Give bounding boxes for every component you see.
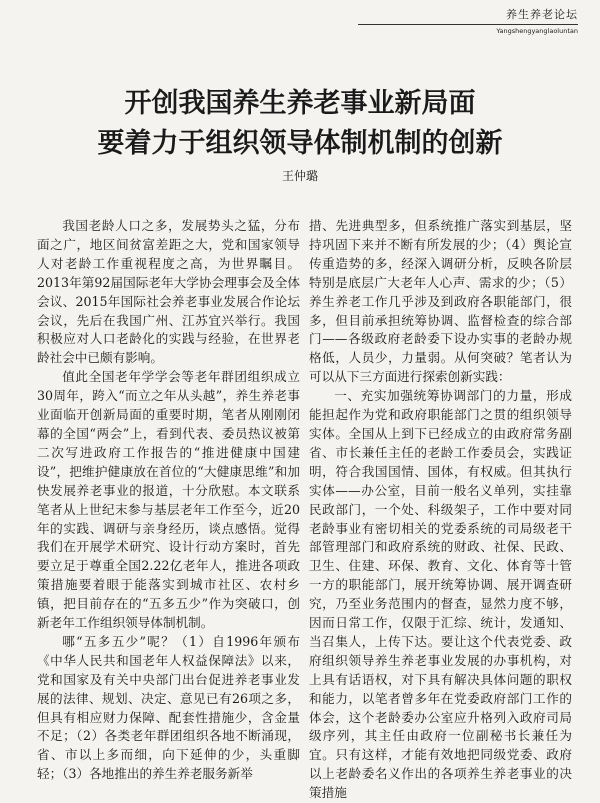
section-name-pinyin: Yangshengyanglaoluntan [496, 27, 578, 35]
body-paragraph: 一、充实加强统筹协调部门的力量，形成能担起作为党和政府职能部门之贯的组织领导实体。全国从上到下已经成立的由政府常务副省、市长兼任主任的老龄工作委员会，实践证明，符合我国国情、国体，有权威。但其执行实体——办公室，目前一般名义单列，实挂靠民政部门，一个处、科级架子，工作中要对同老龄事业有密切相关的党委系统的司局级老干部管理部门和政府系统的财政、社保、民政、卫生、住建、环保、教育、文化、体育等十管一方的职能部门，展开统筹协调、展开调查研究，乃至业务范围内的督查，显然力度不够，因而日常工作，仅限于汇综、统计，发通知、当召集人，上传下达。要让这个代表党委、政府组织领导养生养老事业发展的办事机构，对上具有话语权，对下具有解决具体问题的职权和能力，以笔者曾多年在党委政府部门工作的体会，这个老龄委办公室应升格列入政府司局级序列，其主任由政府一位副秘书长兼任为宜。只有这样，才能有效地把同级党委、政府以上老龄委名义作出的各项养生养老事业的决策措施 [309, 388, 572, 801]
article-author: 王仲璐 [281, 169, 318, 183]
body-paragraph: 哪“五多五少”呢？（1）自1996年颁布《中华人民共和国老年人权益保障法》以来，党和国家及有关中央部门出台促进养老事业发展的法律、规划、决定、意见已有26项之多，但具有相应财力保障、配套性措施少，含金量不足；（2）各类老年群团组织各地不断涌现，省、市以上多而细，向下延伸的少，头重脚轻；（3）各地推出的养生养老服务新举 [37, 633, 300, 782]
body-column-left [37, 217, 300, 782]
body-column-right [309, 217, 572, 801]
body-paragraph: 我国老龄人口之多，发展势头之猛，分布面之广，地区间贫富差距之大，党和国家领导人对老龄工作重视程度之高，为世界瞩目。2013年第92届国际老年大学协会理事会及全体会议、2015年国际社会养老事业发展合作论坛会议，先后在我国广州、江苏宜兴举行。我国积极应对人口老龄化的实践与经验，在世界老龄社会中已颇有影响。 [37, 218, 300, 366]
title-line-2: 要着力于组织领导体制机制的创新 [97, 128, 503, 159]
body-paragraph: 值此全国老年学学会等老年群团组织成立30周年，跨入“而立之年从头越”，养生养老事业面临开创新局面的重要时期，笔者从刚刚闭幕的全国“两会”上，看到代表、委员热议被第二次写进政府工作报告的“推进健康中国建设”，把维护健康放在首位的“大健康思维”和加快发展养老事业的报道，十分欣慰。本文联系笔者从上世纪末参与基层老年工作至今，近20年的实践、调研与亲身经历，谈点感悟。觉得我们在开展学术研究、设计行动方案时，首先要立足于尊重全国2.22亿老年人，推进各项政策措施要着眼于能落实到城市社区、农村乡镇，把目前存在的“五多五少”作为突破口，创新老年工作组织领导体制机制。 [37, 369, 300, 631]
section-name: 养生养老论坛 [506, 8, 578, 21]
title-line-1: 开创我国养生养老事业新局面 [124, 88, 476, 119]
article-title [0, 84, 600, 164]
body-paragraph: 措、先进典型多，但系统推广落实到基层，坚持巩固下来并不断有所发展的少；（4）舆论宣传重造势的多，经深入调研分析，反映各阶层特别是底层广大老年人心声、需求的少；（5）养生养老工作几乎涉及到政府各职能部门，很多，但目前承担统筹协调、监督检查的综合部门——各级政府老龄委下设办实事的老龄办规格低，人员少，力量弱。从何突破？笔者认为可以从下三方面进行探索创新实践： [309, 218, 572, 385]
journal-section-header [358, 6, 578, 35]
header-rule [358, 24, 578, 25]
